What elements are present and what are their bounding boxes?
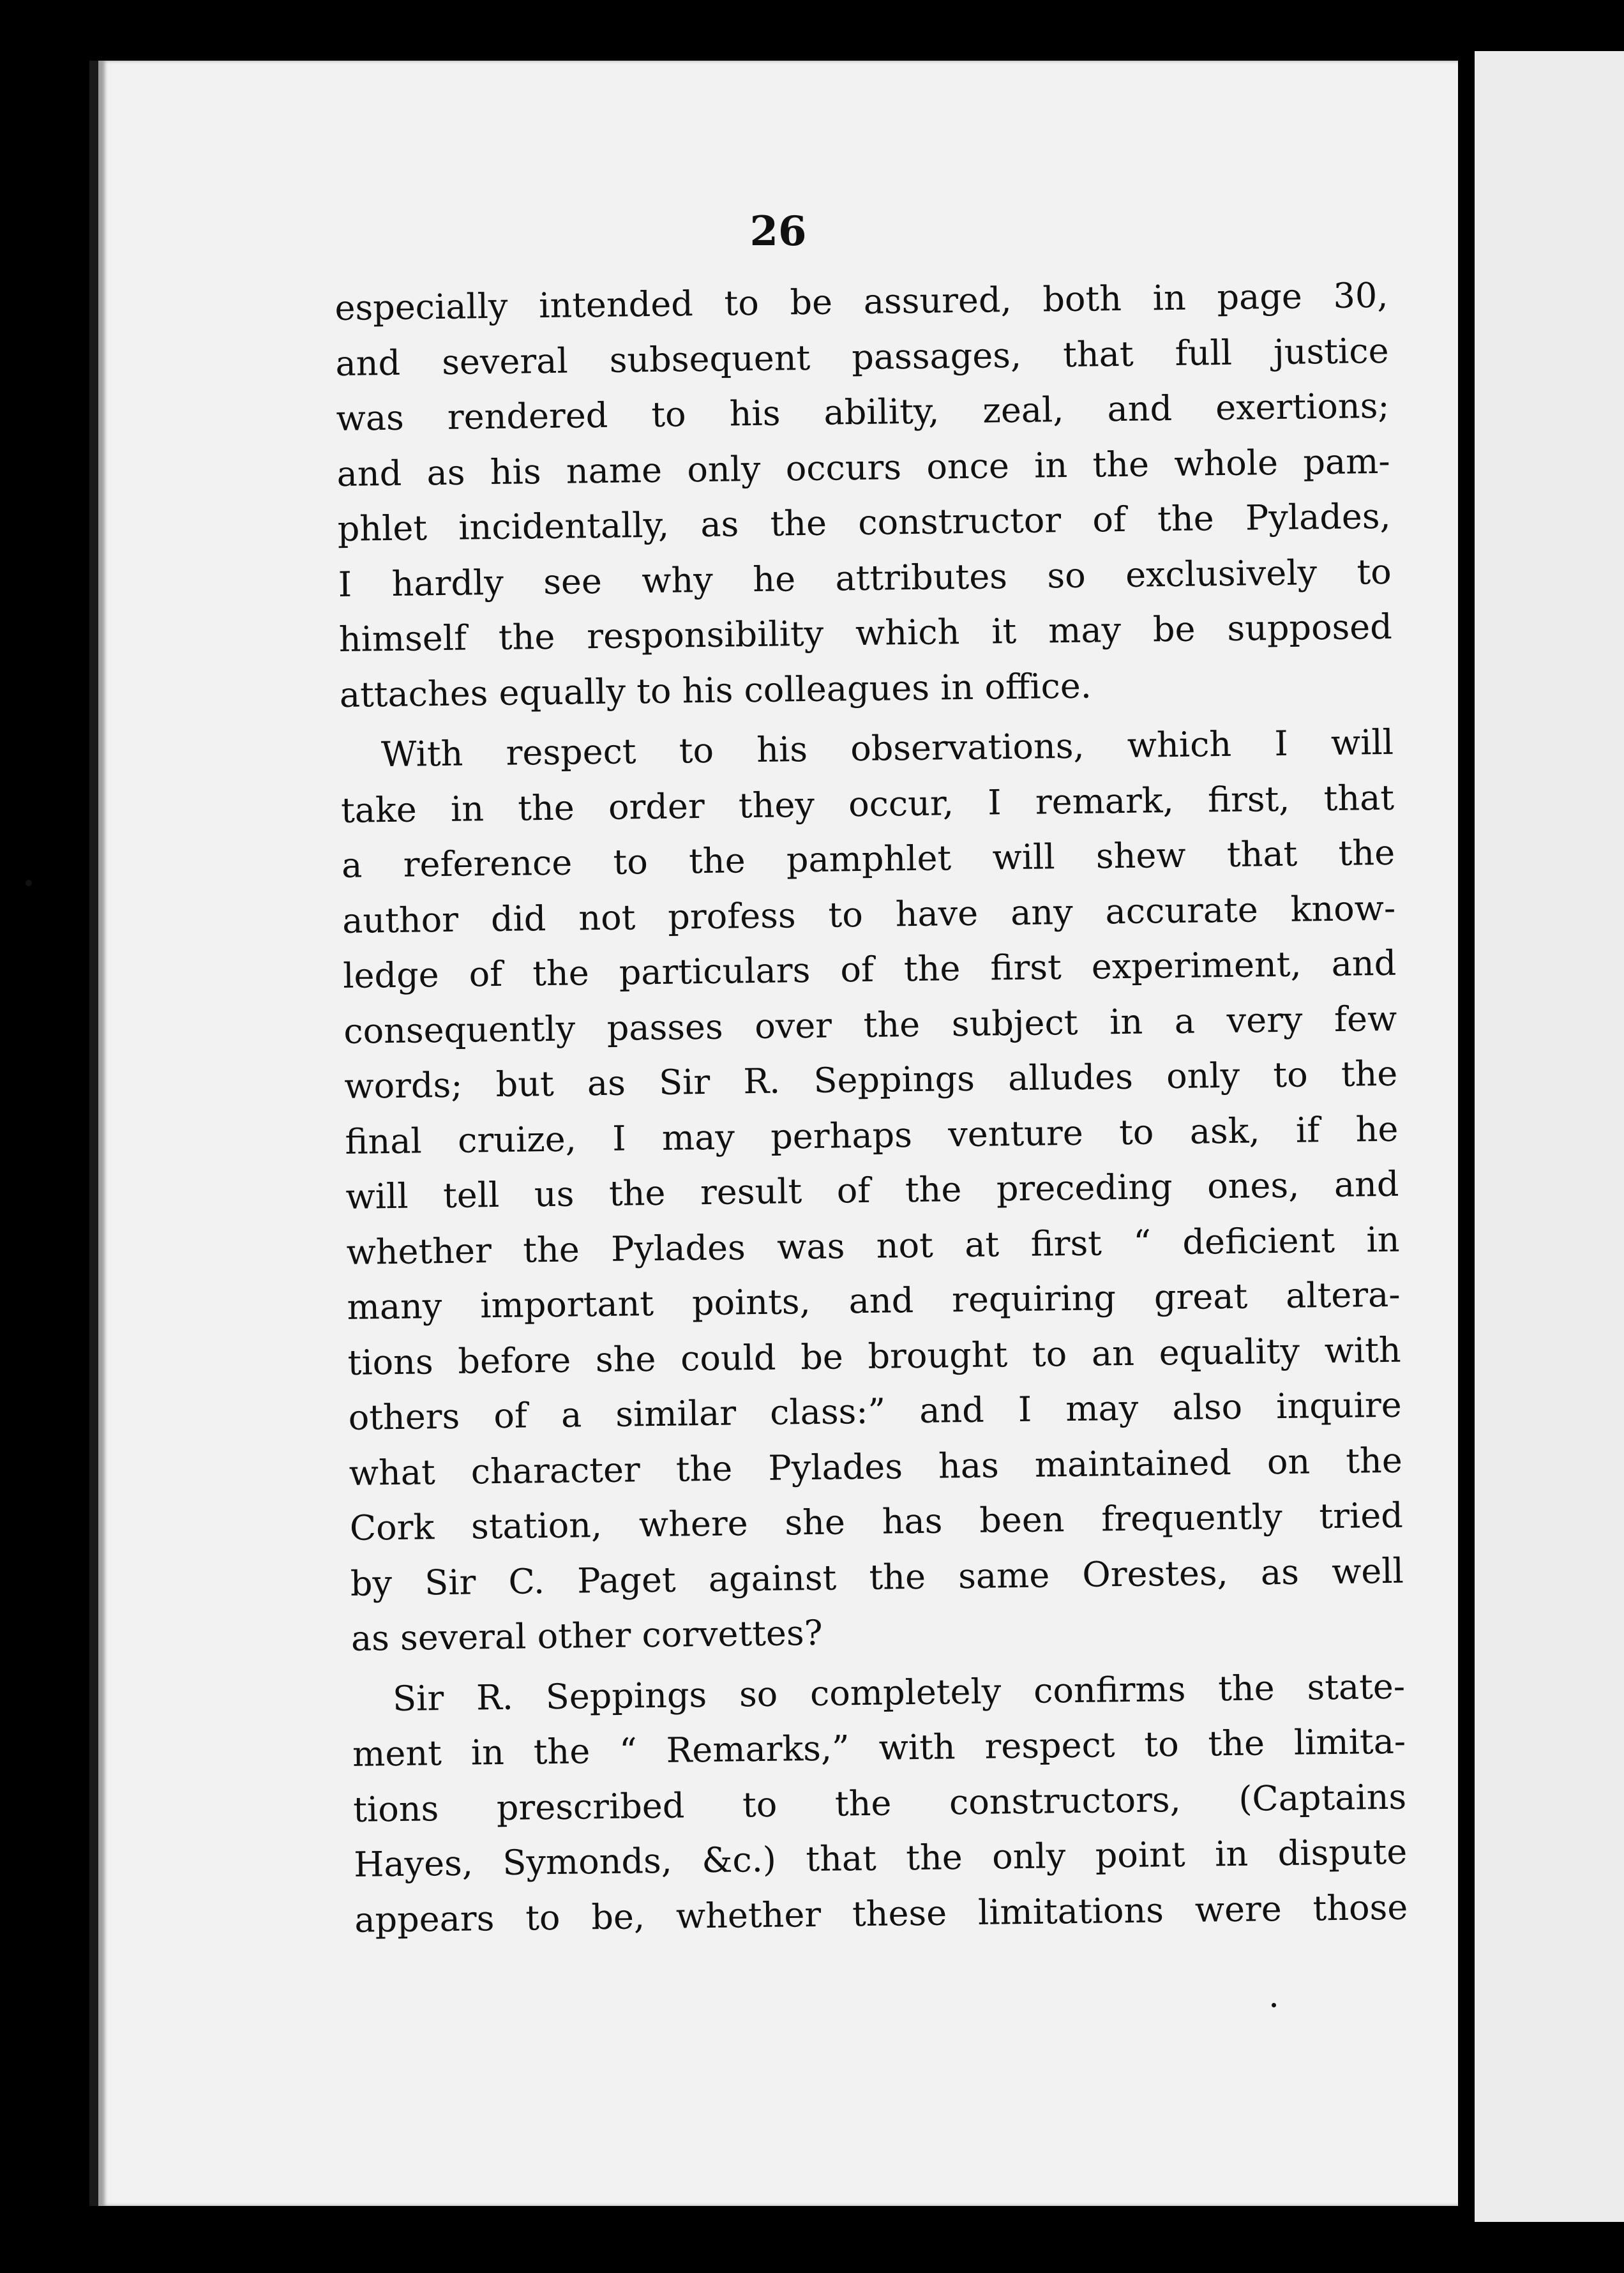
text-line: whether the Pylades was not at first “ deficient in bbox=[346, 1219, 1400, 1272]
text-line: as several other corvettes? bbox=[350, 1612, 823, 1659]
text-line: will tell us the result of the preceding ones, and bbox=[345, 1163, 1399, 1217]
text-line: ment in the “ Remarks,” with respect to the limita- bbox=[352, 1721, 1406, 1774]
text-line: Cork station, where she has been frequently tried bbox=[349, 1495, 1404, 1548]
scan-speck bbox=[1272, 2003, 1276, 2007]
text-line: others of a similar class:” and I may also inquire bbox=[348, 1384, 1402, 1438]
text-line: words; but as Sir R. Seppings alludes only to the bbox=[344, 1053, 1398, 1106]
text-line: author did not profess to have any accurate know- bbox=[342, 887, 1396, 941]
book-page bbox=[89, 61, 1458, 2206]
text-line: what character the Pylades has maintained on the bbox=[349, 1440, 1403, 1493]
text-line: final cruize, I may perhaps venture to ask, if he bbox=[345, 1108, 1399, 1162]
scan-speck bbox=[26, 880, 32, 886]
text-line: I hardly see why he attributes so exclusively to bbox=[338, 551, 1392, 605]
text-line: especially intended to be assured, both in page 30, bbox=[335, 275, 1388, 328]
text-line: consequently passes over the subject in a very few bbox=[343, 998, 1397, 1052]
text-line: a reference to the pamphlet will shew that the bbox=[341, 832, 1395, 886]
body-text bbox=[335, 268, 1408, 1948]
page-number: 26 bbox=[749, 208, 807, 255]
text-line: and several subsequent passages, that full justice bbox=[335, 330, 1389, 384]
text-line: take in the order they occur, I remark, first, that bbox=[340, 777, 1395, 831]
text-line: and as his name only occurs once in the whole pam- bbox=[336, 441, 1390, 494]
text-line: phlet incidentally, as the constructor of the Pylades, bbox=[337, 495, 1392, 549]
adjacent-page-edge bbox=[1475, 51, 1624, 2222]
text-line: attaches equally to his colleagues in office. bbox=[339, 665, 1092, 715]
text-line: himself the responsibility which it may be supposed bbox=[338, 606, 1393, 660]
text-line: tions prescribed to the constructors, (Captains bbox=[352, 1776, 1407, 1830]
text-line: Sir R. Seppings so completely confirms the state- bbox=[392, 1666, 1406, 1719]
text-line: appears to be, whether these limitations were those bbox=[354, 1887, 1408, 1940]
text-line: tions before she could be brought to an equality with bbox=[347, 1329, 1401, 1383]
text-line: Hayes, Symonds, &c.) that the only point in dispute bbox=[353, 1831, 1408, 1885]
text-line: With respect to his observations, which I will bbox=[380, 721, 1394, 775]
text-line: was rendered to his ability, zeal, and exertions; bbox=[336, 385, 1390, 439]
text-line: by Sir C. Paget against the same Orestes, as well bbox=[350, 1550, 1404, 1604]
text-line: many important points, and requiring great altera- bbox=[347, 1274, 1401, 1327]
text-line: ledge of the particulars of the first experiment, and bbox=[342, 942, 1397, 996]
